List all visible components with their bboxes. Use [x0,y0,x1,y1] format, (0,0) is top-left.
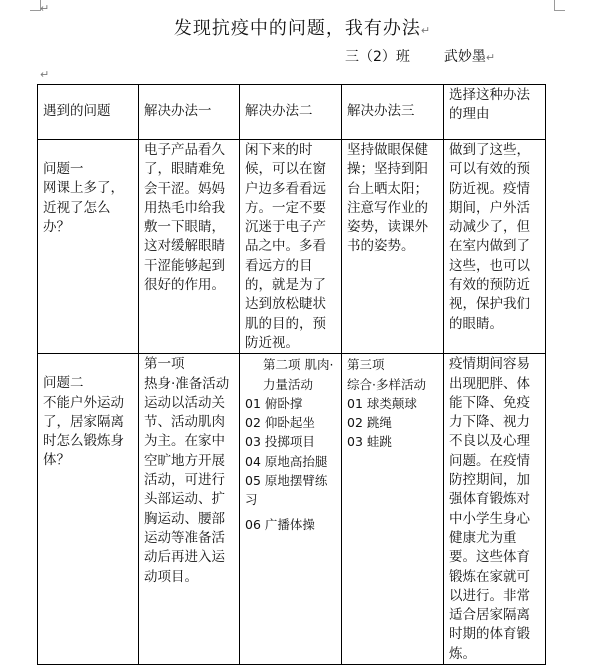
paragraph-mark: ↵ [40,2,50,15]
method-cell: 闲下来的时候，可以在窗户边多看看远方。一定不要沉迷于电子产品之中。多看看远方的目的，就是为了达到放松睫状肌的目的，预防近视。 [240,140,342,354]
reason-cell: 疫情期间容易出现肥胖、体能下降、免疫力下降、视力不良以及心理问题。在疫情防控期间，加强体育锻炼对中小学生身心健康尤为重要。这些体育锻炼在家就可以进行。非常适合居家隔离时期的体育锻炼。 [444,354,546,665]
method-cell: 第三项 综合·多样活动 01 球类颠球 02 跳绳 03 蛙跳 [342,354,444,665]
header-cell: 遇到的问题 [38,85,139,140]
header-cell: 解决办法二 [240,85,342,140]
solutions-table [37,84,546,665]
title-text: 发现抗疫中的问题，我有办法 [173,18,421,39]
page-corner-mark-right [554,0,565,11]
problem-cell: 问题一 网课上多了，近视了怎么办？ [38,140,139,354]
paragraph-mark: ↵ [420,24,432,37]
table-row [38,354,546,665]
problem-cell: 问题二 不能户外运动了，居家隔离时怎么锻炼身体？ [38,354,139,665]
reason-cell: 做到了这些，可以有效的预防近视。疫情期间，户外活动减少了，但在室内做到了这些，也可以有效的预防近视，保护我们的眼睛。 [444,140,546,354]
method-cell: 电子产品看久了，眼睛难免会干涩。妈妈用热毛巾给我敷一下眼睛，这对缓解眼睛干涩能够起到很好的作用。 [139,140,240,354]
method-cell: 第一项 热身·准备活动 运动以活动关节、活动肌肉为主。在家中空旷地方开展活动，可进行头部运动、扩胸运动、腰部运动等准备活动后再进入运动项目。 [139,354,240,665]
byline [345,46,495,66]
class-name: 三（2）班 [345,49,410,65]
header-cell: 解决办法一 [139,85,240,140]
document-title [0,14,605,40]
method-cell: 第二项 肌肉·力量活动 01 俯卧撑 02 仰卧起坐 03 投掷项目 04 原地高抬腿 05 原地摆臂练习 06 广播体操 [240,354,342,665]
method-cell: 坚持做眼保健操；坚持到阳台上晒太阳；注意写作业的姿势，读课外书的姿势。 [342,140,444,354]
paragraph-mark: ↵ [485,51,496,64]
header-cell: 解决办法三 [342,85,444,140]
author-name: 武妙墨 [443,49,486,65]
table-row [38,140,546,354]
table-header-row [38,85,546,140]
paragraph-mark: ↵ [40,68,50,81]
header-cell: 选择这种办法的理由 [444,85,546,140]
